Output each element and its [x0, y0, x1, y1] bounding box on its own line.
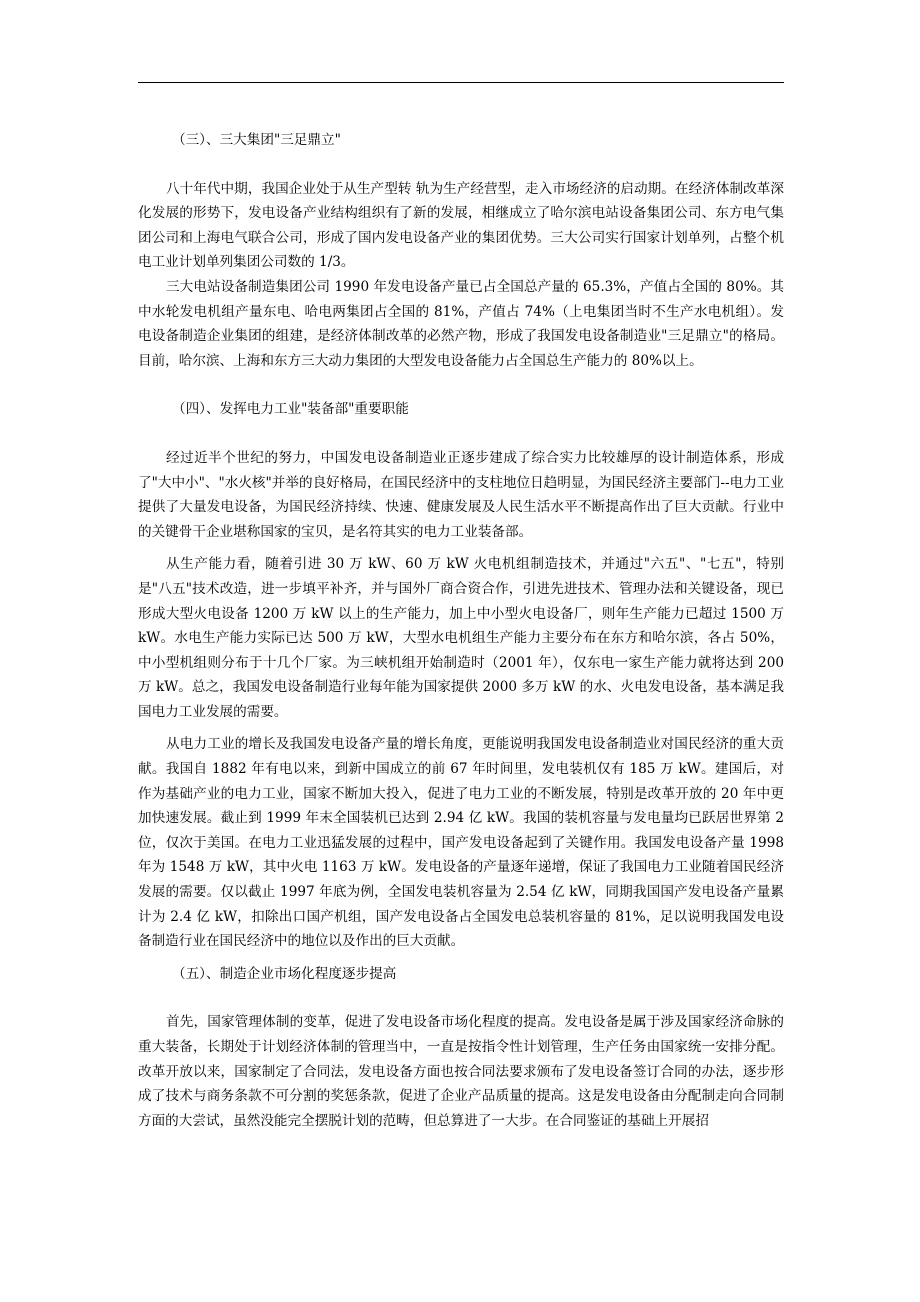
- section-heading: （五）、制造企业市场化程度逐步提高: [172, 965, 397, 982]
- paragraph: 从电力工业的增长及我国发电设备产量的增长角度，更能说明我国发电设备制造业对国民经济的重大贡献。我国自 1882 年有电以来，到新中国成立的前 67 年时间里，发电装机仅有 185 万 kW。建国后，对作为基础产业的电力工业，国家不断加大投入，促进了电力工业的不断发展，特别是改革开放的 20 年中更加快速发展。截止到 1999 年末全国装机已达到 2.94 亿 kW。我国的装机容量与发电量均已跃居世界第 2 位，仅次于美国。在电力工业迅猛发展的过程中，国产发电设备起到了关键作用。我国发电设备产量 1998 年为 1548 万 kW，其中火电 1163 万 kW。发电设备的产量逐年递增，保证了我国电力工业随着国民经济发展的需要。仅以截止 1997 年底为例，全国发电装机容量为 2.54 亿 kW，同期我国国产发电设备产量累计为 2.4 亿 kW，扣除出口国产机组，国产发电设备占全国发电总装机容量的 81%，足以说明我国发电设备制造行业在国民经济中的地位以及作出的巨大贡献。: [138, 736, 784, 950]
- paragraph: 三大电站设备制造集团公司 1990 年发电设备产量已占全国总产量的 65.3%，产值占全国的 80%。其中水轮发电机组产量东电、哈电两集团占全国的 81%，产值占 74%（上电集团当时不生产水电机组）。发电设备制造企业集团的组建，是经济体制改革的必然产物，形成了我国发电设备制造业"三足鼎立"的格局。目前，哈尔滨、上海和东方三大动力集团的大型发电设备能力占全国总生产能力的 80%以上。: [138, 278, 784, 369]
- section-heading: （四）、发挥电力工业"装备部"重要职能: [172, 401, 409, 418]
- header-rule: [138, 82, 784, 83]
- document-body: [138, 128, 784, 1133]
- paragraph: 首先，国家管理体制的变革，促进了发电设备市场化程度的提高。发电设备是属于涉及国家经济命脉的重大装备，长期处于计划经济体制的管理当中，一直是按指令性计划管理，生产任务由国家统一安排分配。改革开放以来，国家制定了合同法，发电设备方面也按合同法要求颁布了发电设备签订合同的办法，逐步形成了技术与商务条款不可分割的奖惩条款，促进了企业产品质量的提高。这是发电设备由分配制走向合同制方面的大尝试，虽然没能完全摆脱计划的范畴，但总算进了一大步。在合同鉴证的基础上开展招: [138, 1014, 784, 1129]
- paragraph: 从生产能力看，随着引进 30 万 kW、60 万 kW 火电机组制造技术，并通过"六五"、"七五"，特别是"八五"技术改造，进一步填平补齐，并与国外厂商合资合作，引进先进技术、管理办法和关键设备，现已形成大型火电设备 1200 万 kW 以上的生产能力，加上中小型火电设备厂，则年生产能力已超过 1500 万 kW。水电生产能力实际已达 500 万 kW，大型水电机组生产能力主要分布在东方和哈尔滨，各占 50%，中小型机组则分布于十几个厂家。为三峡机组开始制造时（2001 年），仅东电一家生产能力就将达到 200 万 kW。总之，我国发电设备制造行业每年能为国家提供 2000 多万 kW 的水、火电发电设备，基本满足我国电力工业发展的需要。: [138, 556, 784, 720]
- paragraph: 八十年代中期，我国企业处于从生产型转 轨为生产经营型，走入市场经济的启动期。在经济体制改革深化发展的形势下，发电设备产业结构组织有了新的发展，相继成立了哈尔滨电站设备集团公司、东方电气集团公司和上海电气联合公司，形成了国内发电设备产业的集团优势。三大公司实行国家计划单列，占整个机电工业计划单列集团公司数的 1/3。: [138, 180, 784, 271]
- paragraph: 经过近半个世纪的努力，中国发电设备制造业正逐步建成了综合实力比较雄厚的设计制造体系，形成了"大中小"、"水火核"并举的良好格局，在国民经济中的支柱地位日趋明显，为国民经济主要部门--电力工业提供了大量发电设备，为国民经济持续、快速、健康发展及人民生活水平不断提高作出了巨大贡献。行业中的关键骨干企业堪称国家的宝贝，是名符其实的电力工业装备部。: [138, 449, 784, 540]
- section-heading: （三）、三大集团"三足鼎立": [172, 132, 341, 148]
